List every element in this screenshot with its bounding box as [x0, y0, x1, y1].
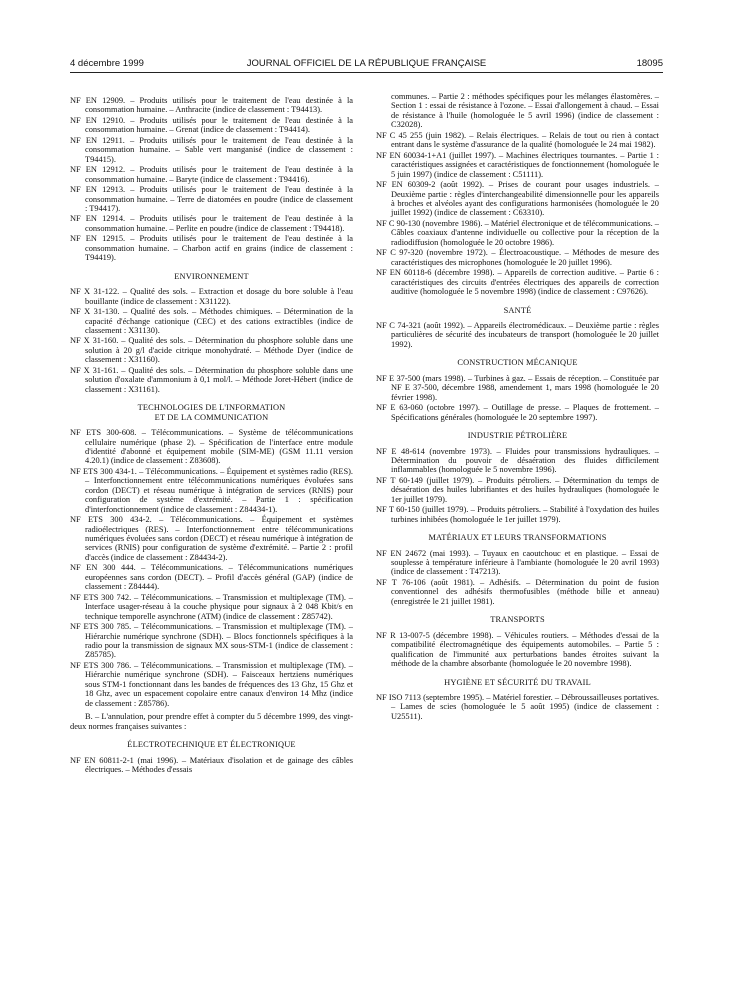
norm-entry: NF EN 12911. – Produits utilisés pour le traitement de l'eau destinée à la consommation humaine. – Sable vert manganisé (indice de classement : T94415). — [70, 135, 353, 164]
norm-entry: NF T 76-106 (août 1981). – Adhésifs. – Détermination du point de fusion conventionnel des adhésifs thermofusibles (méthode bille et anneau) (enregistrée le 21 juillet 1981). — [376, 577, 659, 606]
section-heading-hygiene: HYGIÈNE ET SÉCURITÉ DU TRAVAIL — [444, 677, 591, 687]
header-rule — [70, 72, 663, 73]
water-treatment-list — [70, 96, 353, 263]
norm-entry: NF R 13-007-5 (décembre 1998). – Véhicules routiers. – Méthodes d'essai de la compatibilité électromagnétique des équipements automobiles. – Partie 5 : qualification de l'immunité aux perturbations bandes étroites suivant la méthode de la chambre absorbante (homologuée le 20 novembre 1998). — [376, 630, 659, 669]
section-heading-electro: ÉLECTROTECHNIQUE ET ÉLECTRONIQUE — [127, 740, 296, 750]
norm-entry: NF EN 300 444. – Télécommunications. – Télécommunications numériques européennes sans cordon (DECT). – Profil d'accès général (GAP) (indice de classement : Z84444). — [70, 563, 353, 592]
norm-entry: NF T 60-150 (juillet 1979). – Produits pétroliers. – Stabilité à l'oxydation des huiles turbines inhibées (homologuée le 1er juillet 1979). — [376, 505, 659, 524]
section-heading-tic — [70, 403, 353, 422]
norm-entry: NF EN 12914. – Produits utilisés pour le traitement de l'eau destinée à la consommation humaine. – Perlite en poudre (indice de classement : T94418). — [70, 214, 353, 233]
section-heading-tic-line1: TECHNOLOGIES DE L'INFORMATION — [137, 403, 286, 413]
section-heading-construction-mecanique: CONSTRUCTION MÉCANIQUE — [457, 358, 578, 368]
norm-entry: NF ISO 7113 (septembre 1995). – Matériel forestier. – Débroussailleuses portatives. – Lames de scies (homologuée le 5 août 1995) (indice de classement : U25511). — [376, 693, 659, 721]
norm-entry: NF EN 12913. – Produits utilisés pour le traitement de l'eau destinée à la consommation humaine. – Terre de diatomées en poudre (indice de classement : T94417). — [70, 185, 353, 213]
section-heading-tic-line2: ET DE LA COMMUNICATION — [154, 412, 269, 422]
norm-entry: NF EN 60309-2 (août 1992). – Prises de courant pour usages industriels. – Deuxième partie : règles d'interchangeabilité dimensionnelle pour les appareils à broches et alvéoles ayant des configurations harmonisées (homologuée le 20 juillet 1992) (indice de classement : C63310). — [376, 180, 659, 218]
norm-entry: NF ETS 300-608. – Télécommunications. – Système de télécommunications cellulaire numérique (phase 2). – Spécification de l'interface entre module d'identité d'abonné et équipement mobile (SIM-ME) (GSM 11.11 version 4.20.1) (indice de classement : Z83608). — [70, 428, 353, 466]
norm-entry: NF X 31-161. – Qualité des sols. – Détermination du phosphore soluble dans une solution d'oxalate d'ammonium à 0,1 mol/l. – Méthode Joret-Hébert (indice de classement : X31161). — [70, 365, 353, 394]
norm-entry: NF EN 60034-1+A1 (juillet 1997). – Machines électriques tournantes. – Partie 1 : caractéristiques assignées et caractéristiques de fonctionnement (homologuée le 5 juin 1997) (indice de classement : C51111). — [376, 150, 659, 179]
page-header — [70, 58, 663, 72]
norm-entry: NF E 37-500 (mars 1998). – Turbines à gaz. – Essais de réception. – Constituée par NF E 37-500, décembre 1988, amendement 1, mars 1998 (homologuée le 20 février 1998). — [376, 373, 659, 402]
norm-entry-continued: communes. – Partie 2 : méthodes spécifiques pour les mélanges élastomères. – Section 1 : essai de résistance à l'ozone. – Essai d'allongement à chaud. – Essai de résistance à l'huile (homologuée le 5 avril 1996) (indice de classement : C32028). — [391, 92, 659, 130]
norm-entry: NF X 31-130. – Qualité des sols. – Méthodes chimiques. – Détermination de la capacité d'échange cationique (CEC) et des cations extractibles (indice de classement : X31130). — [70, 307, 353, 335]
norm-entry: NF ETS 300 785. – Télécommunications. – Transmission et multiplexage (TM). – Hiérarchie numérique synchrone (SDH). – Blocs fonctionnels spécifiques à la radio pour la transmission de signaux MX sous-STM-1 (indice de classement : Z85785). — [70, 622, 353, 660]
norm-entry: NF EN 12909. – Produits utilisés pour le traitement de l'eau destinée à la consommation humaine. – Anthracite (indice de classement : T94413). — [70, 96, 353, 115]
norm-entry: NF EN 12915. – Produits utilisés pour le traitement de l'eau destinée à la consommation humaine. – Charbon actif en grains (indice de classement : T94419). — [70, 234, 353, 263]
norm-entry: NF C 45 255 (juin 1982). – Relais électriques. – Relais de tout ou rien à contact entrant dans le système d'assurance de la qualité (homologuée le 24 mai 1982). — [376, 130, 659, 150]
left-column — [70, 96, 353, 775]
norm-entry: NF ETS 300 434-2. – Télécommunications. – Équipement et systèmes radioélectriques (RES). – Interfonctionnement entre télécommunications numériques évoluées sans cordon (DECT) et réseau numérique à intégration de services (RNIS) pour configuration de système d'extrémité. – Partie 2 : profil d'accès (indice de classement : Z84434-2). — [70, 515, 353, 562]
section-heading-transports: TRANSPORTS — [490, 615, 545, 625]
norm-entry: NF T 60-149 (juillet 1979). – Produits pétroliers. – Détermination du temps de désaération des huiles lubrifiantes et des huiles hydrauliques (homologuée le 1er juillet 1979). — [376, 475, 659, 504]
norm-entry: NF EN 60118-6 (décembre 1998). – Appareils de correction auditive. – Partie 6 : caractéristiques des circuits d'entrées électriques des appareils de correction auditive (homologuée le 5 novembre 1998) (indice de classement : C97626). — [376, 268, 659, 297]
section-heading-sante: SANTÉ — [503, 305, 532, 315]
section-heading-environnement: ENVIRONNEMENT — [174, 271, 249, 281]
journal-title: JOURNAL OFFICIEL DE LA RÉPUBLIQUE FRANÇAISE — [246, 58, 487, 69]
norm-entry: NF X 31-122. – Qualité des sols. – Extraction et dosage du bore soluble à l'eau bouillante (indice de classement : X31122). — [70, 287, 353, 306]
norm-entry: NF E 48-614 (novembre 1973). – Fluides pour transmissions hydrauliques. – Détermination du pouvoir de désaération des fluides difficilement inflammables (homologuée le 5 novembre 1996). — [376, 446, 659, 475]
norm-entry: NF EN 12910. – Produits utilisés pour le traitement de l'eau destinée à la consommation humaine. – Grenat (indice de classement : T94414). — [70, 115, 353, 135]
norm-entry: NF EN 12912. – Produits utilisés pour le traitement de l'eau destinée à la consommation humaine. – Baryte (indice de classement : T94416). — [70, 165, 353, 184]
norm-entry: NF E 63-060 (octobre 1997). – Outillage de presse. – Plaques de frottement. – Spécifications générales (homologuée le 20 septembre 1997). — [376, 403, 659, 422]
norm-entry: NF X 31-160. – Qualité des sols. – Détermination du phosphore soluble dans une solution à 20 g/l d'acide citrique monohydraté. – Méthode Dyer (indice de classement : X31160). — [70, 336, 353, 365]
header-date: 4 décembre 1999 — [70, 58, 144, 69]
norm-entry: NF C 74-321 (août 1992). – Appareils électromédicaux. – Deuxième partie : règles particulières de sécurité des incubateurs de transport (homologuée le 20 juillet 1992). — [376, 320, 659, 349]
norm-entry: NF ETS 300 786. – Télécommunications. – Transmission et multiplexage (TM). – Hiérarchie numérique synchrone (SDH). – Faisceaux hertziens numériques sous STM-1 fonctionnant dans les bandes de fréquences des 13 Ghz, 15 Ghz et 18 Ghz, avec un espacement copolaire entre canaux d'environ 14 Mhz (indice de classement : Z85786). — [70, 660, 353, 708]
norm-entry: NF ETS 300 742. – Télécommunications. – Transmission et multiplexage (TM). – Interface usager-réseau à la couche physique pour signaux à 2 048 Kbit/s en technique temporelle asynchrone (ATM) (indice de classement : Z85742). — [70, 592, 353, 621]
section-heading-materiaux: MATÉRIAUX ET LEURS TRANSFORMATIONS — [428, 533, 607, 543]
norm-entry: NF ETS 300 434-1. – Télécommunications. – Équipement et systèmes radio (RES). – Interfonctionnement entre télécommunications numériques évoluées sans cordon (DECT) et réseau numérique à intégration de services (RNIS) pour configuration de système d'extrémité. – Partie 1 : spécification d'interfonctionnement (indice de classement : Z84434-1). — [70, 466, 353, 514]
norm-entry: NF EN 24672 (mai 1993). – Tuyaux en caoutchouc et en plastique. – Essai de souplesse à température inférieure à l'ambiante (homologuée le 20 avril 1993) (indice de classement : T47213). — [376, 548, 659, 577]
annulation-paragraph: B. – L'annulation, pour prendre effet à compter du 5 décembre 1999, des vingt-deux normes françaises suivantes : — [70, 712, 353, 731]
norm-entry: NF C 90-130 (novembre 1986). – Matériel électronique et de télécommunications. – Câbles coaxiaux d'antenne individuelle ou collective pour la réception de la radiodiffusion (homologuée le 20 octobre 1986). — [376, 218, 659, 247]
right-column — [376, 92, 659, 722]
section-heading-industrie-petroliere: INDUSTRIE PÉTROLIÈRE — [467, 431, 568, 441]
norm-entry: NF C 97-320 (novembre 1972). – Électroacoustique. – Méthodes de mesure des caractéristiques des microphones (homologuée le 20 juillet 1996). — [376, 248, 659, 267]
page-number: 18095 — [636, 58, 663, 69]
norm-entry: NF EN 60811-2-1 (mai 1996). – Matériaux d'isolation et de gainage des câbles électriques. – Méthodes d'essais — [70, 755, 353, 774]
